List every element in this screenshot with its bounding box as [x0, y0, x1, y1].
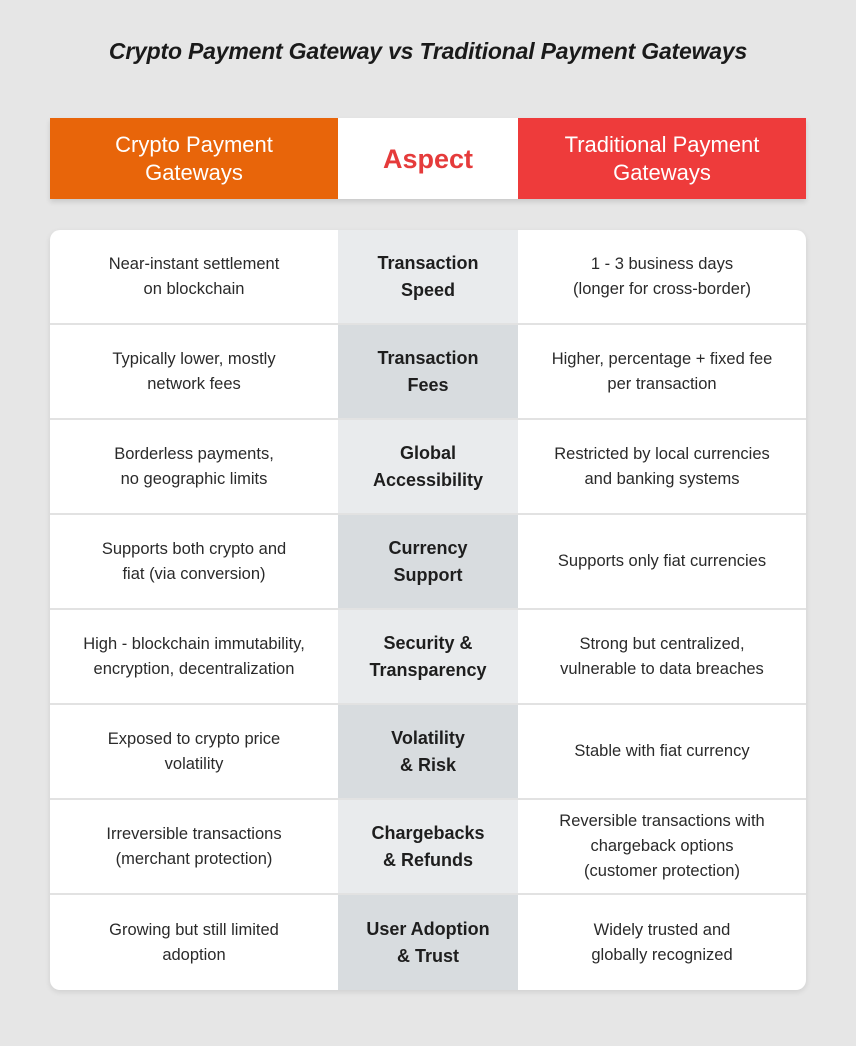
traditional-cell: 1 - 3 business days (longer for cross-border): [573, 254, 751, 298]
traditional-cell: Supports only fiat currencies: [557, 552, 767, 570]
header-traditional: Traditional Payment Gateways: [518, 118, 806, 199]
table-row: [50, 895, 806, 990]
crypto-cell: Growing but still limited adoption: [109, 920, 279, 964]
page-title: Crypto Payment Gateway vs Traditional Payment Gateways: [108, 38, 748, 64]
header-crypto: Crypto Payment Gateways: [50, 118, 338, 199]
header-aspect: Aspect: [338, 118, 518, 199]
aspect-cell: Security & Transparency: [338, 610, 518, 703]
aspect-cell: Transaction Fees: [338, 325, 518, 418]
aspect-cell: Transaction Speed: [338, 230, 518, 323]
aspect-cell: Global Accessibility: [338, 420, 518, 513]
table-row: [50, 705, 806, 800]
table-header: [50, 118, 806, 199]
crypto-cell: Typically lower, mostly network fees: [112, 349, 276, 393]
traditional-cell: Widely trusted and globally recognized: [591, 920, 733, 964]
traditional-cell: Reversible transactions with chargeback options (customer protection): [559, 812, 765, 880]
traditional-cell: Strong but centralized, vulnerable to data breaches: [560, 634, 764, 678]
crypto-cell: Irreversible transactions (merchant protection): [106, 824, 282, 868]
crypto-cell: Borderless payments, no geographic limits: [114, 444, 274, 488]
crypto-cell: Supports both crypto and fiat (via conversion): [101, 539, 287, 583]
crypto-cell: Near-instant settlement on blockchain: [108, 254, 280, 298]
aspect-cell: Currency Support: [338, 515, 518, 608]
aspect-cell: User Adoption & Trust: [338, 895, 518, 990]
crypto-cell: Exposed to crypto price volatility: [107, 729, 281, 773]
traditional-cell: Restricted by local currencies and banking systems: [554, 444, 770, 488]
table-row: [50, 515, 806, 610]
aspect-cell: Volatility & Risk: [338, 705, 518, 798]
comparison-table: [50, 230, 806, 990]
aspect-cell: Chargebacks & Refunds: [338, 800, 518, 893]
table-row: [50, 610, 806, 705]
table-row: [50, 230, 806, 325]
traditional-cell: Higher, percentage + fixed fee per transaction: [551, 349, 773, 393]
table-row: [50, 800, 806, 895]
crypto-cell: High - blockchain immutability, encryption, decentralization: [83, 634, 305, 678]
table-row: [50, 325, 806, 420]
table-row: [50, 420, 806, 515]
traditional-cell: Stable with fiat currency: [574, 742, 750, 760]
